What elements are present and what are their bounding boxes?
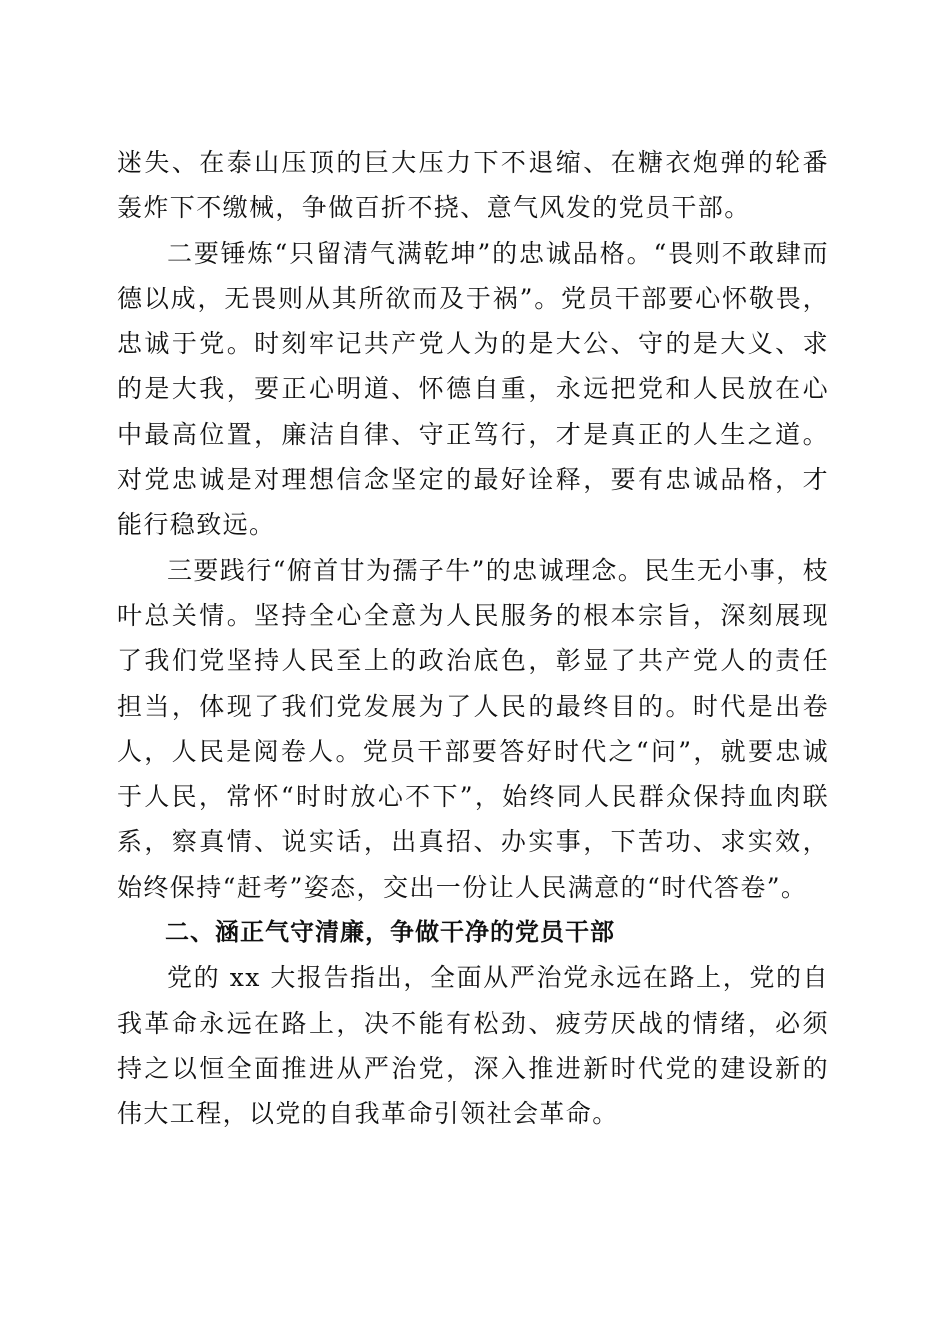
- paragraph-loyalty-concept: 三要践行“俯首甘为孺子牛”的忠诚理念。民生无小事，枝叶总关情。坚持全心全意为人民服务的根本宗旨，深刻展现了我们党坚持人民至上的政治底色，彰显了共产党人的责任担当，体现了我们党发展为了人民的最终目的。时代是出卷人，人民是阅卷人。党员干部要答好时代之“问”，就要忠诚于人民，常怀“时时放心不下”，始终同人民群众保持血肉联系，察真情、说实话，出真招、办实事，下苦功、求实效，始终保持“赶考”姿态，交出一份让人民满意的“时代答卷”。: [117, 555, 829, 902]
- paragraph-continuation: 迷失、在泰山压顶的巨大压力下不退缩、在糖衣炮弹的轮番轰炸下不缴械，争做百折不挠、意气风发的党员干部。: [117, 148, 829, 223]
- paragraph-loyalty-character: 二要锤炼“只留清气满乾坤”的忠诚品格。“畏则不敢肆而德以成，无畏则从其所欲而及于祸”。党员干部要心怀敬畏，忠诚于党。时刻牢记共产党人为的是大公、守的是大义、求的是大我，要正心明道、怀德自重，永远把党和人民放在心中最高位置，廉洁自律、守正笃行，才是真正的人生之道。对党忠诚是对理想信念坚定的最好诠释，要有忠诚品格，才能行稳致远。: [117, 238, 829, 540]
- paragraph-party-report: 党的 xx 大报告指出，全面从严治党永远在路上，党的自我革命永远在路上，决不能有松劲、疲劳厌战的情绪，必须持之以恒全面推进从严治党，深入推进新时代党的建设新的伟大工程，以党的自我革命引领社会革命。: [117, 963, 829, 1129]
- section-heading: 二、涵正气守清廉，争做干净的党员干部: [165, 918, 615, 947]
- document-body: [117, 140, 829, 1137]
